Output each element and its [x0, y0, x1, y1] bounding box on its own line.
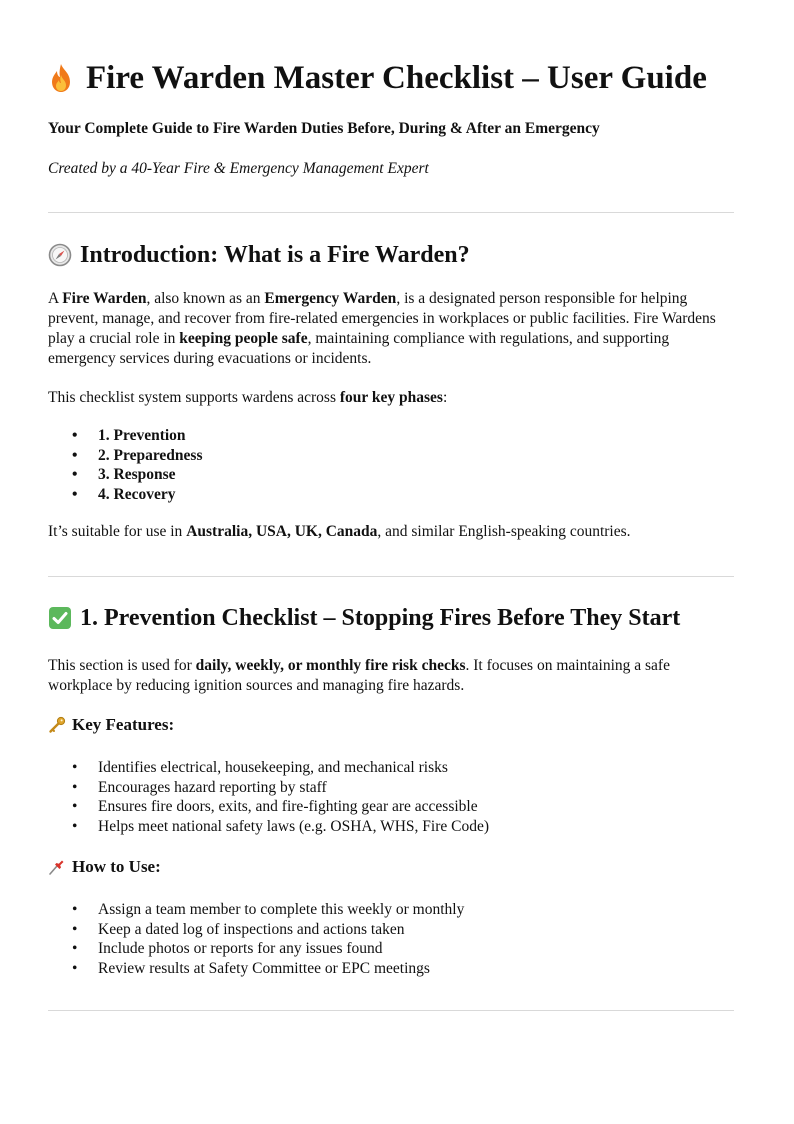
- key-features-heading-text: Key Features:: [72, 715, 175, 734]
- subtitle: Your Complete Guide to Fire Warden Duties Before, During & After an Emergency: [48, 120, 600, 137]
- intro-paragraph: A Fire Warden, also known as an Emergency Warden, is a designated person responsible for helping prevent, manage, and recover from fire-related emergencies in workplaces or public facilities. Fire Wardens play a crucial role in keeping people safe, maintaining compliance with regulations, and supporting emergency services during evacuations or incidents.: [48, 290, 716, 367]
- page-title-text: Fire Warden Master Checklist – User Guide: [86, 60, 707, 96]
- phases-list: [48, 426, 202, 504]
- list-item: • Encourages hazard reporting by staff: [48, 778, 489, 798]
- phases-intro: This checklist system supports wardens across four key phases:: [48, 389, 448, 406]
- intro-heading-text: Introduction: What is a Fire Warden?: [80, 242, 470, 268]
- prevention-heading-text: 1. Prevention Checklist – Stopping Fires Before They Start: [80, 605, 681, 631]
- list-item: • 2. Preparedness: [48, 446, 202, 466]
- intro-heading: [48, 240, 470, 270]
- how-to-use-list: [48, 900, 464, 978]
- section-divider: [48, 1010, 734, 1011]
- fire-icon: [48, 63, 74, 93]
- list-item: • Helps meet national safety laws (e.g. OSHA, WHS, Fire Code): [48, 817, 489, 837]
- key-features-list: [48, 758, 489, 836]
- list-item: • Assign a team member to complete this weekly or monthly: [48, 900, 464, 920]
- section-divider: [48, 576, 734, 577]
- key-icon: [48, 716, 66, 734]
- key-features-heading: [48, 714, 174, 736]
- list-item: • Identifies electrical, housekeeping, and mechanical risks: [48, 758, 489, 778]
- section-divider: [48, 212, 734, 213]
- list-item: • Ensures fire doors, exits, and fire-fighting gear are accessible: [48, 797, 489, 817]
- how-to-use-heading: [48, 856, 161, 878]
- list-item: • 1. Prevention: [48, 426, 202, 446]
- prevention-heading: [48, 603, 680, 633]
- list-item: • 3. Response: [48, 465, 202, 485]
- list-item: • Include photos or reports for any issues found: [48, 939, 464, 959]
- compass-icon: [48, 243, 72, 267]
- page-title: [48, 58, 707, 98]
- list-item: • 4. Recovery: [48, 485, 202, 505]
- list-item: • Keep a dated log of inspections and actions taken: [48, 920, 464, 940]
- list-item: • Review results at Safety Committee or EPC meetings: [48, 959, 464, 979]
- check-box-icon: [48, 606, 72, 630]
- countries-paragraph: It’s suitable for use in Australia, USA, UK, Canada, and similar English-speaking countries.: [48, 523, 631, 540]
- pushpin-icon: [48, 858, 66, 876]
- how-to-use-heading-text: How to Use:: [72, 857, 161, 876]
- byline: Created by a 40-Year Fire & Emergency Management Expert: [48, 160, 429, 177]
- prevention-paragraph: This section is used for daily, weekly, or monthly fire risk checks. It focuses on maintaining a safe workplace by reducing ignition sources and managing fire hazards.: [48, 657, 670, 694]
